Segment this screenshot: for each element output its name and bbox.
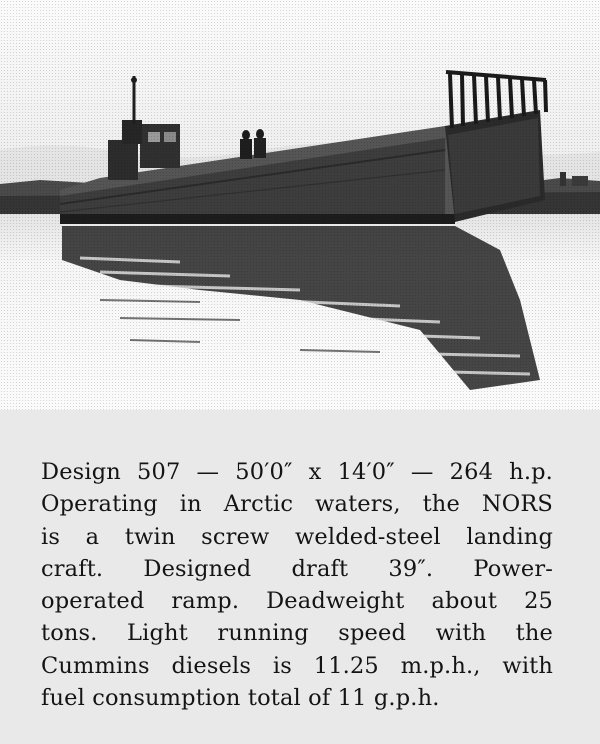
caption-line: Operating in Arctic waters, the NORS	[41, 491, 553, 518]
caption-line: Cummins diesels is 11.25 m.p.h., with	[41, 652, 553, 679]
caption-line: tons. Light running speed with the	[41, 620, 553, 647]
caption-line: operated ramp. Deadweight about 25	[41, 588, 553, 615]
caption-line: Design 507 — 50′0″ x 14′0″ — 264 h.p.	[41, 459, 553, 485]
caption-line: fuel consumption total of 11 g.p.h.	[41, 685, 440, 712]
caption-line: is a twin screw welded-steel landing	[41, 523, 553, 550]
design-caption	[41, 456, 553, 714]
caption-line: craft. Designed draft 39″. Power-	[41, 555, 553, 582]
